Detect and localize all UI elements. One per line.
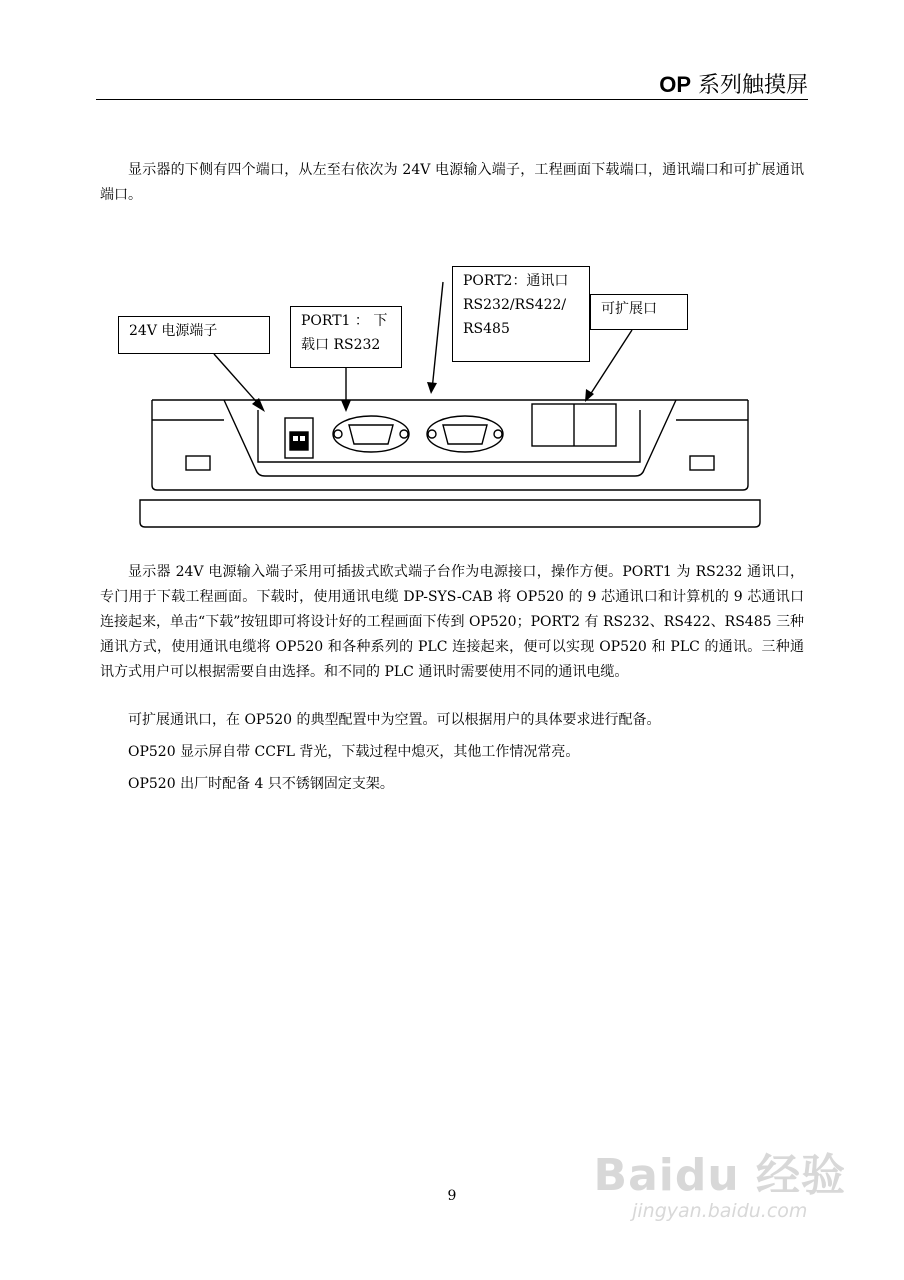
power-terminal-label: [118, 316, 270, 354]
expansion-port: [532, 404, 616, 446]
body-paragraph-ports: 显示器 24V 电源输入端子采用可插拔式欧式端子台作为电源接口，操作方便。PORT1 为 RS232 通讯口，专门用于下载工程画面。下载时，使用通讯电缆 DP-SYS-CAB 将 OP520 的 9 芯通讯口和计算机的 9 芯通讯口连接起来，单击“下载”按钮即可将设计好的工程画面下传到 OP520；PORT2 有 RS232、RS422、RS485 三种通讯方式，使用通讯电缆将 OP520 和各种系列的 PLC 连接起来，便可以实现 OP520 和 PLC 的通讯。三种通讯方式用户可以根据需要自由选择。和不同的 PLC 通讯时需要使用不同的通讯电缆。: [100, 564, 804, 680]
port1-label-line2: 载口 RS232: [301, 337, 381, 353]
port2-label: [452, 266, 590, 362]
expansion-port-label: [590, 294, 688, 330]
page-number: 9: [447, 1188, 457, 1204]
port1-label: [290, 306, 402, 368]
body-paragraph-expansion: 可扩展通讯口，在 OP520 的典型配置中为空置。可以根据用户的具体要求进行配备。: [128, 712, 661, 728]
power-terminal: [285, 418, 313, 458]
header-title-rest: 系列触摸屏: [691, 73, 808, 98]
left-slot: [186, 456, 210, 470]
header-rule: [96, 99, 808, 100]
port1-db9-connector: [333, 416, 409, 452]
body-paragraph-brackets: OP520 出厂时配备 4 只不锈钢固定支架。: [128, 776, 394, 792]
port1-label-line1: PORT1 ： 下: [301, 313, 388, 329]
baidu-watermark: [594, 1152, 846, 1222]
right-slot: [690, 456, 714, 470]
header-title-bold: OP: [659, 72, 691, 97]
device-outline: [140, 500, 760, 527]
watermark-url: jingyan.baidu.com: [632, 1200, 808, 1222]
port2-label-line2: RS232/RS422/: [463, 297, 567, 313]
power-label-text: 24V 电源端子: [129, 323, 218, 339]
expansion-label-text: 可扩展口: [601, 301, 657, 317]
device-recess: [224, 400, 676, 476]
intro-paragraph: 显示器的下侧有四个端口，从左至右依次为 24V 电源输入端子，工程画面下载端口，通讯端口和可扩展通讯端口。: [100, 162, 804, 203]
watermark-logo: Baidu 经验: [593, 1150, 846, 1201]
port2-label-line1: PORT2：通讯口: [463, 273, 569, 289]
port2-label-line3: RS485: [463, 321, 510, 337]
page-header-title: [659, 68, 808, 99]
device-body: [152, 400, 748, 490]
body-paragraph-backlight: OP520 显示屏自带 CCFL 背光，下载过程中熄灭，其他工作情况常亮。: [128, 744, 580, 760]
port2-db9-connector: [427, 416, 503, 452]
